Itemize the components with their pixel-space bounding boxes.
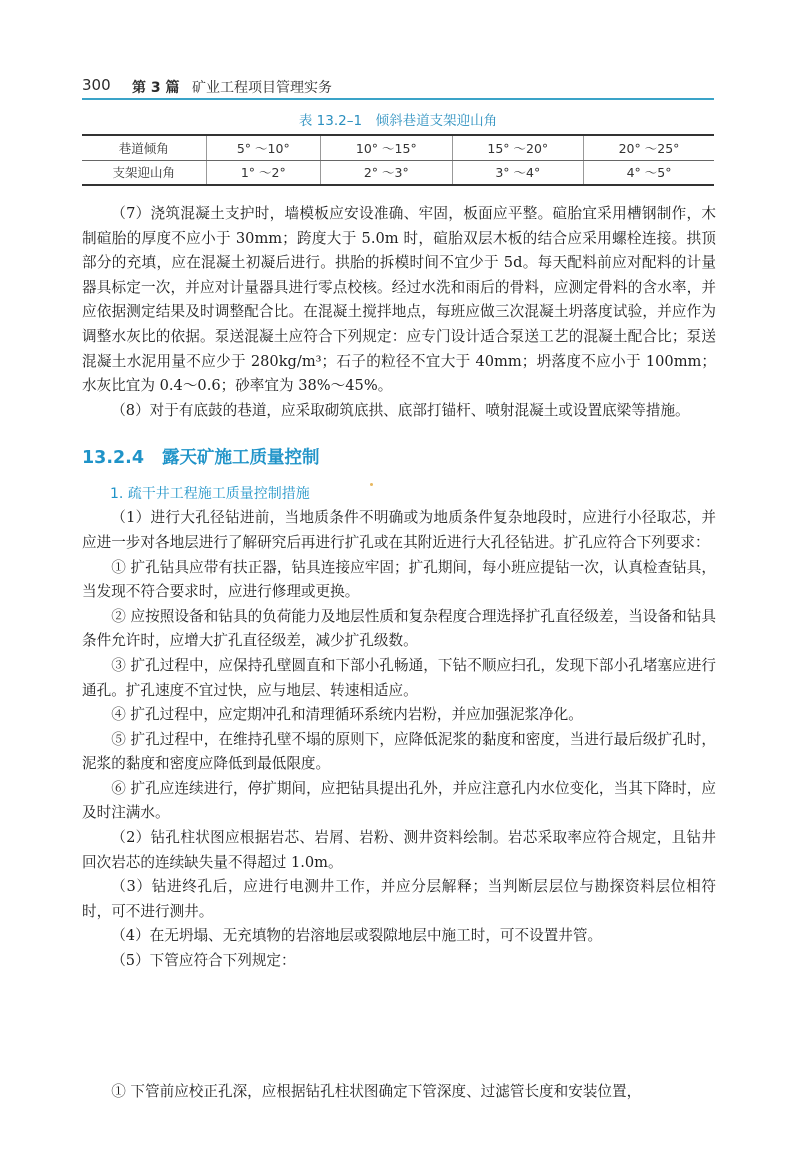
table-cell: 2° ～3°	[321, 160, 452, 185]
section-number: 13.2.4	[82, 448, 145, 469]
table-row	[82, 160, 714, 185]
section-title: 露天矿施工质量控制	[162, 448, 320, 469]
last-line: ① 下管前应校正孔深，应根据钻孔柱状图确定下管深度、过滤管长度和安装位置，	[111, 1083, 642, 1100]
paragraph: ① 扩孔钻具应带有扶正器，钻具连接应牢固；扩孔期间，每小班应提钻一次，认真检查钻具，当发现不符合要求时，应进行修理或更换。	[82, 558, 716, 601]
table-caption: 表 13.2–1 倾斜巷道支架迎山角	[298, 113, 498, 129]
book-title: 矿业工程项目管理实务	[192, 80, 332, 96]
angle-table	[82, 134, 714, 186]
table-cell: 3° ～4°	[452, 160, 583, 185]
section-heading	[82, 447, 716, 469]
table-cell: 20° ～25°	[584, 135, 714, 160]
paragraph: （5）下管应符合下列规定：	[111, 952, 296, 970]
table-cell: 15° ～20°	[452, 135, 583, 160]
table-cell: 4° ～5°	[584, 160, 714, 185]
paragraph: （3）钻进终孔后，应进行电测井工作，并应分层解释；当判断层层位与勘探资料层位相符时，可不进行测井。	[82, 878, 716, 920]
table-cell: 支架迎山角	[82, 160, 206, 185]
paragraph: ③ 扩孔过程中，应保持孔壁圆直和下部小孔畅通，下钻不顺应扫孔，发现下部小孔堵塞应进行通孔。扩孔速度不宜过快，应与地层、转速相适应。	[82, 656, 716, 699]
stray-mark	[370, 483, 373, 486]
table-row	[82, 135, 714, 160]
paragraph: （4）在无坍塌、无充填物的岩溶地层或裂隙地层中施工时，可不设置井管。	[111, 927, 603, 945]
paragraph: ④ 扩孔过程中，应定期冲孔和清理循环系统内岩粉，并应加强泥浆净化。	[111, 706, 583, 724]
paragraph: （2）钻孔柱状图应根据岩芯、岩屑、岩粉、测井资料绘制。岩芯采取率应符合规定，且钻井回次岩芯的连续缺失量不得超过 1.0m。	[82, 829, 716, 871]
paragraph: ② 应按照设备和钻具的负荷能力及地层性质和复杂程度合理选择扩孔直径级差，当设备和钻具条件允许时，应增大扩孔直径级差，减少扩孔级数。	[82, 607, 716, 650]
table-cell: 10° ～15°	[321, 135, 452, 160]
subsection-heading: 1. 疏干井工程施工质量控制措施	[110, 486, 310, 503]
body-text	[82, 202, 716, 974]
table-cell: 1° ～2°	[206, 160, 321, 185]
paragraph: （1）进行大孔径钻进前，当地质条件不明确或为地质条件复杂地段时，应进行小径取芯，并应进一步对各地层进行了解研究后再进行扩孔或在其附近进行大孔径钻进。扩孔应符合下列要求：	[82, 509, 716, 551]
page-number: 300	[82, 76, 111, 94]
page-header	[82, 74, 714, 100]
paragraph: ⑥ 扩孔应连续进行，停扩期间，应把钻具提出孔外，并应注意孔内水位变化，当其下降时，应及时注满水。	[82, 779, 716, 822]
paragraph: （7）浇筑混凝土支护时，墙模板应安设准确、牢固，板面应平整。碹胎宜采用槽钢制作，木制碹胎的厚度不应小于 30mm；跨度大于 5.0m 时，碹胎双层木板的结合应采用螺栓连接。拱顶部分的充填，应在混凝土初凝后进行。拱胎的拆模时间不宜少于 5d。每天配料前应对配料的计量器具标定一次，并应对计量器具进行零点校核。经过水洗和雨后的骨料，应测定骨料的含水率，并应依据测定结果及时调整配合比。在混凝土搅拌地点，每班应做三次混凝土坍落度试验，并应作为调整水灰比的依据。泵送混凝土应符合下列规定：应专门设计适合泵送工艺的混凝土配合比；泵送混凝土水泥用量不应少于 280kg/m³；石子的粒径不宜大于 40mm；坍落度不应小于 100mm；水灰比宜为 0.4～0.6；砂率宜为 38%～45%。	[82, 205, 716, 395]
paragraph: ⑤ 扩孔过程中，在维持孔壁不塌的原则下，应降低泥浆的黏度和密度，当进行最后级扩孔时，泥浆的黏度和密度应降低到最低限度。	[82, 730, 716, 773]
paragraph: （8）对于有底鼓的巷道，应采取砌筑底拱、底部打锚杆、喷射混凝土或设置底梁等措施。	[111, 401, 690, 419]
table-cell: 巷道倾角	[82, 135, 206, 160]
part-label: 第 3 篇	[132, 80, 180, 96]
table-cell: 5° ～10°	[206, 135, 321, 160]
